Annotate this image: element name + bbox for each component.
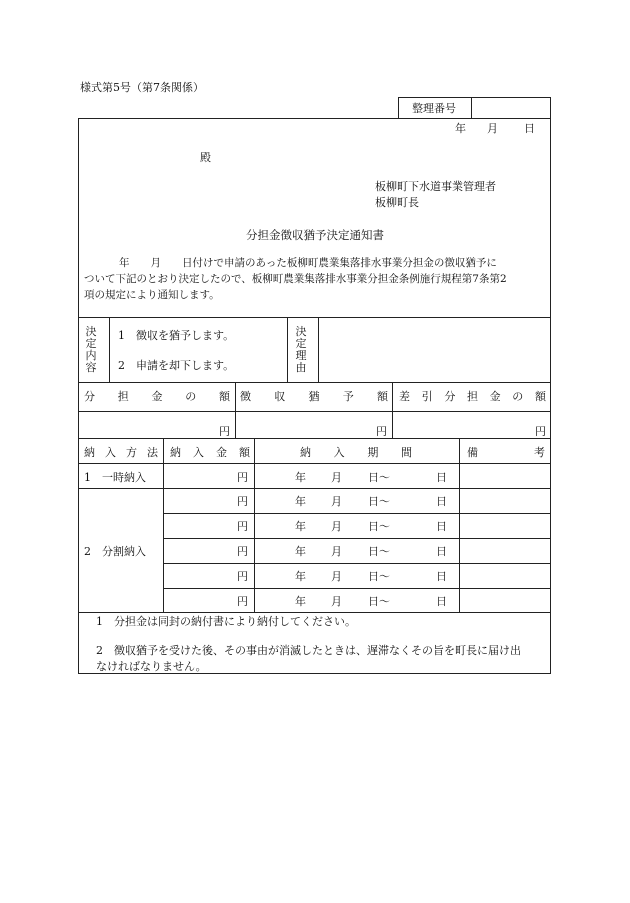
row-amount-unit: 円 [237, 595, 248, 608]
row-day-to: 日 [436, 545, 447, 558]
method-lump-sum: 1 一時納入 [84, 471, 146, 484]
amount-header-deferred: 徴 収 猶 予 額 [240, 390, 388, 403]
row-year: 年 [295, 471, 306, 484]
row-year: 年 [295, 570, 306, 583]
note-2: 2 徴収猶予を受けた後、その事由が消滅したときは、遅滞なくその旨を町長に届け出 [96, 644, 521, 657]
row-month: 月 [331, 570, 342, 583]
note-1: 1 分担金は同封の納付書により納付してください。 [96, 615, 356, 628]
row-day-to: 日 [436, 495, 447, 508]
row-month: 月 [331, 545, 342, 558]
row-day-from: 日～ [368, 595, 390, 608]
row-amount-unit: 円 [237, 545, 248, 558]
form-label: 様式第5号（第7条関係） [80, 81, 204, 94]
schedule-header-remarks: 備 考 [467, 446, 545, 459]
addressee-suffix: 殿 [200, 151, 211, 164]
amount-header-total: 分 担 金 の 額 [84, 390, 230, 403]
schedule-header-amount: 納 入 金 額 [170, 446, 250, 459]
row-month: 月 [331, 520, 342, 533]
ref-number-field[interactable] [472, 98, 550, 118]
row-year: 年 [295, 520, 306, 533]
row-day-to: 日 [436, 595, 447, 608]
row-day-to: 日 [436, 570, 447, 583]
row-amount-unit: 円 [237, 471, 248, 484]
row-day-from: 日～ [368, 520, 390, 533]
row-year: 年 [295, 545, 306, 558]
row-day-from: 日～ [368, 471, 390, 484]
amount-unit-total: 円 [219, 425, 230, 438]
amount-unit-deferred: 円 [376, 425, 387, 438]
decision-option-2: 2 申請を却下します。 [118, 359, 235, 372]
amount-unit-balance: 円 [535, 425, 546, 438]
date-month: 月 [487, 122, 498, 135]
row-year: 年 [295, 595, 306, 608]
row-month: 月 [331, 471, 342, 484]
row-amount-unit: 円 [237, 495, 248, 508]
date-year: 年 [455, 122, 466, 135]
row-amount-unit: 円 [237, 520, 248, 533]
row-year: 年 [295, 495, 306, 508]
document-title: 分担金徴収猶予決定通知書 [246, 228, 384, 242]
date-day: 日 [524, 122, 535, 135]
row-day-to: 日 [436, 520, 447, 533]
amount-header-balance: 差 引 分 担 金 の 額 [399, 390, 546, 403]
note-2-continued: なければなりません。 [96, 660, 207, 673]
schedule-header-method: 納 入 方 法 [84, 446, 158, 459]
row-amount-unit: 円 [237, 570, 248, 583]
issuer-line-2: 板柳町長 [375, 196, 419, 209]
decision-label: 決定内容 [85, 325, 97, 374]
body-line-1: 年 月 日付けで申請のあった板柳町農業集落排水事業分担金の徴収猶予に [119, 257, 497, 269]
schedule-header-period: 納 入 期 間 [300, 446, 412, 459]
row-month: 月 [331, 495, 342, 508]
row-day-from: 日～ [368, 570, 390, 583]
issuer-line-1: 板柳町下水道事業管理者 [375, 180, 496, 193]
ref-number-label: 整理番号 [412, 102, 456, 115]
row-day-from: 日～ [368, 495, 390, 508]
body-line-2: ついて下記のとおり決定したので、板柳町農業集落排水事業分担金条例施行規程第7条第2 [84, 273, 507, 285]
decision-reason-label: 決定理由 [295, 325, 307, 374]
row-day-to: 日 [436, 471, 447, 484]
row-month: 月 [331, 595, 342, 608]
row-day-from: 日～ [368, 545, 390, 558]
body-line-3: 項の規定により通知します。 [84, 289, 220, 301]
method-installment: 2 分割納入 [84, 545, 146, 558]
decision-option-1: 1 徴収を猶予します。 [118, 329, 235, 342]
